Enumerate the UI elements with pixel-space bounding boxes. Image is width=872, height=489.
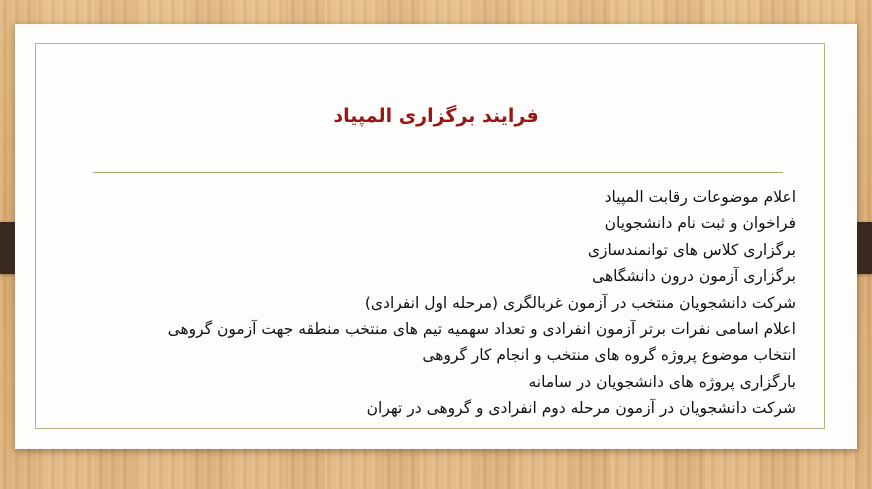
list-item: بارگزاری پروژه های دانشجویان در سامانه (528, 372, 796, 391)
list-item: فراخوان و ثبت نام دانشجویان (604, 214, 796, 233)
list-item: شرکت دانشجویان منتخب در آزمون غربالگری (مرحله اول انفرادی) (364, 293, 796, 312)
list-item: برگزاری کلاس های توانمندسازی (587, 240, 796, 259)
slide-title: فرایند برگزاری المپیاد (333, 105, 539, 127)
list-item: انتخاب موضوع پروژه گروه های منتخب و انجام کار گروهی (422, 346, 796, 365)
list-item: اعلام اسامی نفرات برتر آزمون انفرادی و تعداد سهمیه تیم های منتخب منطقه جهت آزمون گروهی (167, 319, 796, 338)
list-item: اعلام موضوعات رقابت المپیاد (604, 188, 796, 206)
slide-card (15, 24, 857, 449)
list-item: برگزاری آزمون درون دانشگاهی (592, 267, 796, 286)
list-item: شرکت دانشجویان در آزمون مرحله دوم انفرادی و گروهی در تهران (366, 399, 796, 418)
process-steps-list (96, 184, 796, 422)
title-divider (93, 172, 783, 173)
